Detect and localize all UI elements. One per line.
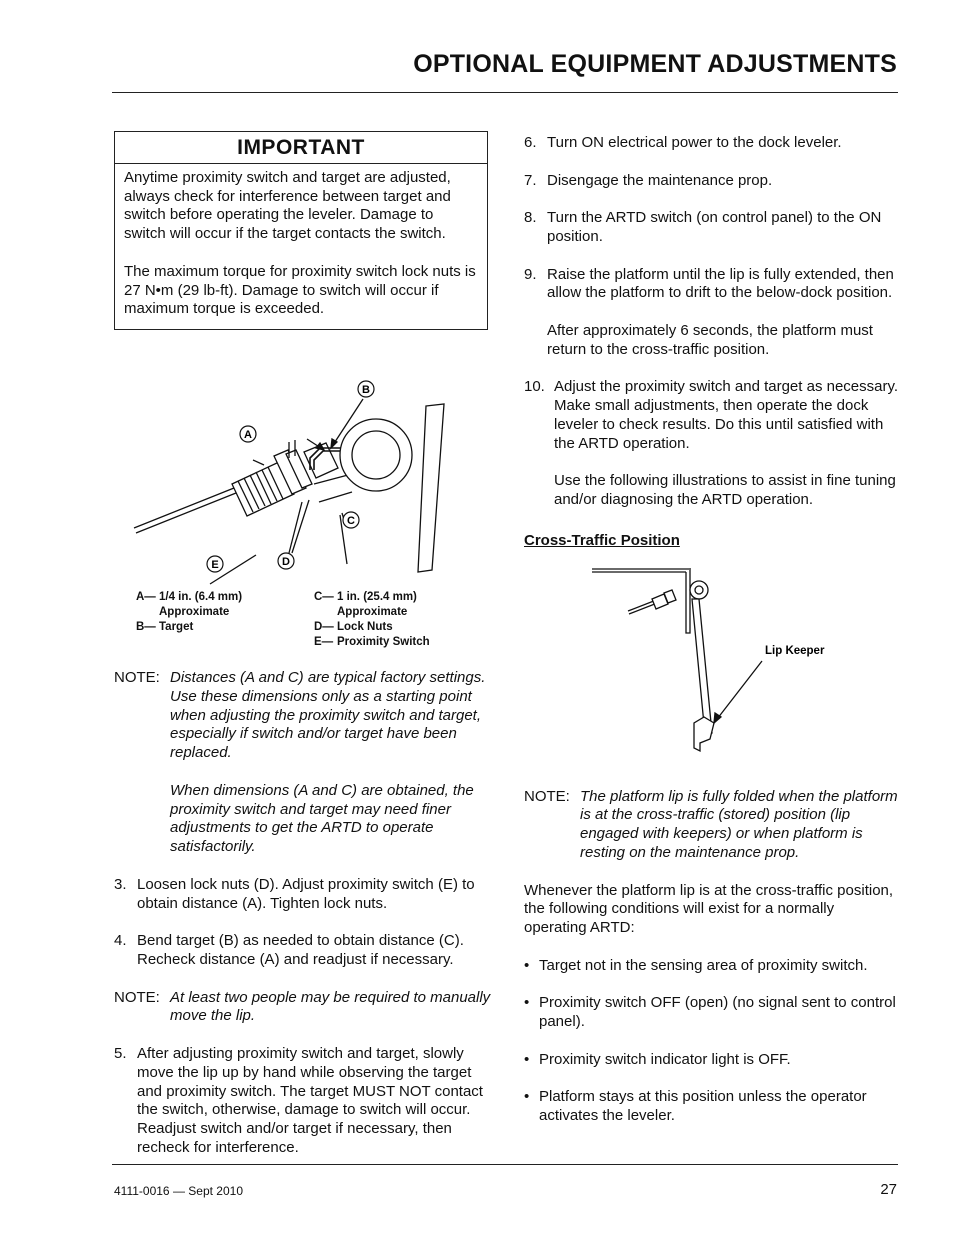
step-text: Adjust the proximity switch and target as necessary. Make small adjustments, then operate the dock leveler to check results. Do this until satisfied with the ARTD operation. (554, 378, 899, 452)
note-text: When dimensions (A and C) are obtained, the proximity switch and target may need finer adjustments to get the ARTD to operate satisfactorily. (170, 781, 474, 856)
legend-key: C— (314, 591, 334, 604)
step-number: 7. (524, 171, 537, 189)
important-body (115, 164, 487, 329)
bullet-item (524, 1051, 899, 1070)
step-4 (114, 932, 494, 970)
step-text: After adjusting proximity switch and target, slowly move the lip up by hand while observing the target and proximity switch. The target MUST NOT contact the switch, otherwise, damage to switch will occur. Readjust switch and/or target if necessary, then recheck for interference. (137, 1044, 483, 1156)
step-3 (114, 876, 494, 914)
legend-key: D— (314, 621, 334, 634)
figure-legend (114, 590, 494, 650)
step-text: Raise the platform until the lip is fully extended, then allow the platform to drift to the below-dock position. (547, 265, 894, 302)
step-number: 6. (524, 134, 537, 151)
bullet-dot: • (524, 1050, 530, 1068)
legend-value: 1 in. (25.4 mm) (337, 591, 417, 604)
bullet-text: Target not in the sensing area of proximity switch. (539, 956, 868, 974)
step-8 (524, 209, 899, 247)
note-lip-folded (524, 788, 899, 863)
bullet-dot: • (524, 956, 530, 974)
note-two-people (114, 989, 494, 1027)
note-text: At least two people may be required to manually move the lip. (170, 988, 491, 1025)
step-number: 3. (114, 875, 127, 893)
bullet-text: Proximity switch indicator light is OFF. (539, 1050, 791, 1068)
legend-value: Target (159, 621, 194, 634)
section-heading-cross-traffic: Cross-Traffic Position (524, 531, 680, 549)
note-label: NOTE: (114, 668, 160, 686)
important-paragraph: Anytime proximity switch and target are adjusted, always check for interference between target and switch before operating the leveler. Damage to switch will occur if the target contacts the switch. (124, 168, 451, 243)
step-text: After approximately 6 seconds, the platform must return to the cross-traffic position. (547, 321, 873, 358)
bullet-item (524, 957, 899, 976)
header-rule (112, 92, 898, 93)
paragraph-conditions: Whenever the platform lip is at the cross-traffic position, the following conditions will exist for a normally operating ARTD: (524, 881, 894, 937)
step-5 (114, 1045, 494, 1158)
important-box (114, 131, 488, 330)
callout-a: A (244, 429, 252, 442)
callout-b: B (362, 384, 370, 397)
legend-sub: Approximate (337, 606, 408, 619)
bullet-dot: • (524, 1088, 530, 1106)
document-id: 4111-0016 — Sept 2010 (114, 1184, 243, 1198)
step-number: 9. (524, 265, 537, 283)
step-text: Turn the ARTD switch (on control panel) to the ON position. (547, 209, 882, 245)
important-heading: IMPORTANT (115, 132, 487, 164)
legend-sub: Approximate (159, 606, 230, 619)
bullet-dot: • (524, 994, 530, 1012)
callout-c: C (347, 515, 355, 528)
note-text: The platform lip is fully folded when the platform is at the cross-traffic (stored) position (lip engaged with keepers) or when platform is resting on the maintenance prop. (580, 787, 898, 861)
step-number: 10. (524, 378, 545, 396)
proximity-switch-diagram (114, 360, 494, 590)
bullet-item (524, 994, 899, 1032)
page-title: OPTIONAL EQUIPMENT ADJUSTMENTS (413, 50, 897, 78)
step-text: Use the following illustrations to assist in fine tuning and/or diagnosing the ARTD operation. (554, 472, 896, 509)
legend-key: E— (314, 636, 334, 649)
legend-value: Proximity Switch (337, 636, 430, 649)
legend-value: Lock Nuts (337, 621, 393, 634)
legend-value: 1/4 in. (6.4 mm) (159, 591, 243, 604)
cross-traffic-diagram (524, 563, 899, 769)
callout-e: E (211, 559, 219, 572)
step-text: Loosen lock nuts (D). Adjust proximity switch (E) to obtain distance (A). Tighten lock nuts. (137, 875, 475, 912)
callout-d: D (282, 556, 290, 569)
note-label: NOTE: (114, 988, 160, 1006)
step-6 (524, 134, 899, 153)
step-text: Bend target (B) as needed to obtain distance (C). Recheck distance (A) and readjust if necessary. (137, 932, 464, 968)
left-column (114, 131, 494, 1158)
cross-traffic-illustration (524, 563, 899, 769)
legend-key: A— (136, 591, 156, 604)
legend-key: B— (136, 621, 156, 634)
important-paragraph: The maximum torque for proximity switch lock nuts is 27 N•m (29 lb-ft). Damage to switch will occur if maximum torque is exceeded. (124, 262, 476, 318)
step-text: Turn ON electrical power to the dock leveler. (547, 134, 842, 151)
bullet-item (524, 1088, 899, 1126)
proximity-switch-illustration (114, 360, 494, 590)
step-9 (524, 266, 899, 360)
step-text: Disengage the maintenance prop. (547, 171, 773, 189)
note-distances (114, 669, 494, 857)
page-number: 27 (880, 1181, 897, 1198)
note-text: Distances (A and C) are typical factory settings. Use these dimensions only as a starting point when adjusting the proximity switch and target, especially if switch and/or target have been replaced. (170, 668, 486, 762)
step-7 (524, 172, 899, 191)
footer-rule (112, 1164, 898, 1165)
note-label: NOTE: (524, 787, 570, 805)
step-number: 8. (524, 209, 537, 227)
step-number: 4. (114, 932, 127, 950)
step-10 (524, 378, 899, 510)
bullet-text: Platform stays at this position unless the operator activates the leveler. (539, 1088, 867, 1125)
step-number: 5. (114, 1044, 127, 1062)
bullet-text: Proximity switch OFF (open) (no signal sent to control panel). (539, 994, 896, 1031)
lip-keeper-label: Lip Keeper (765, 644, 825, 657)
right-column (524, 134, 899, 1126)
